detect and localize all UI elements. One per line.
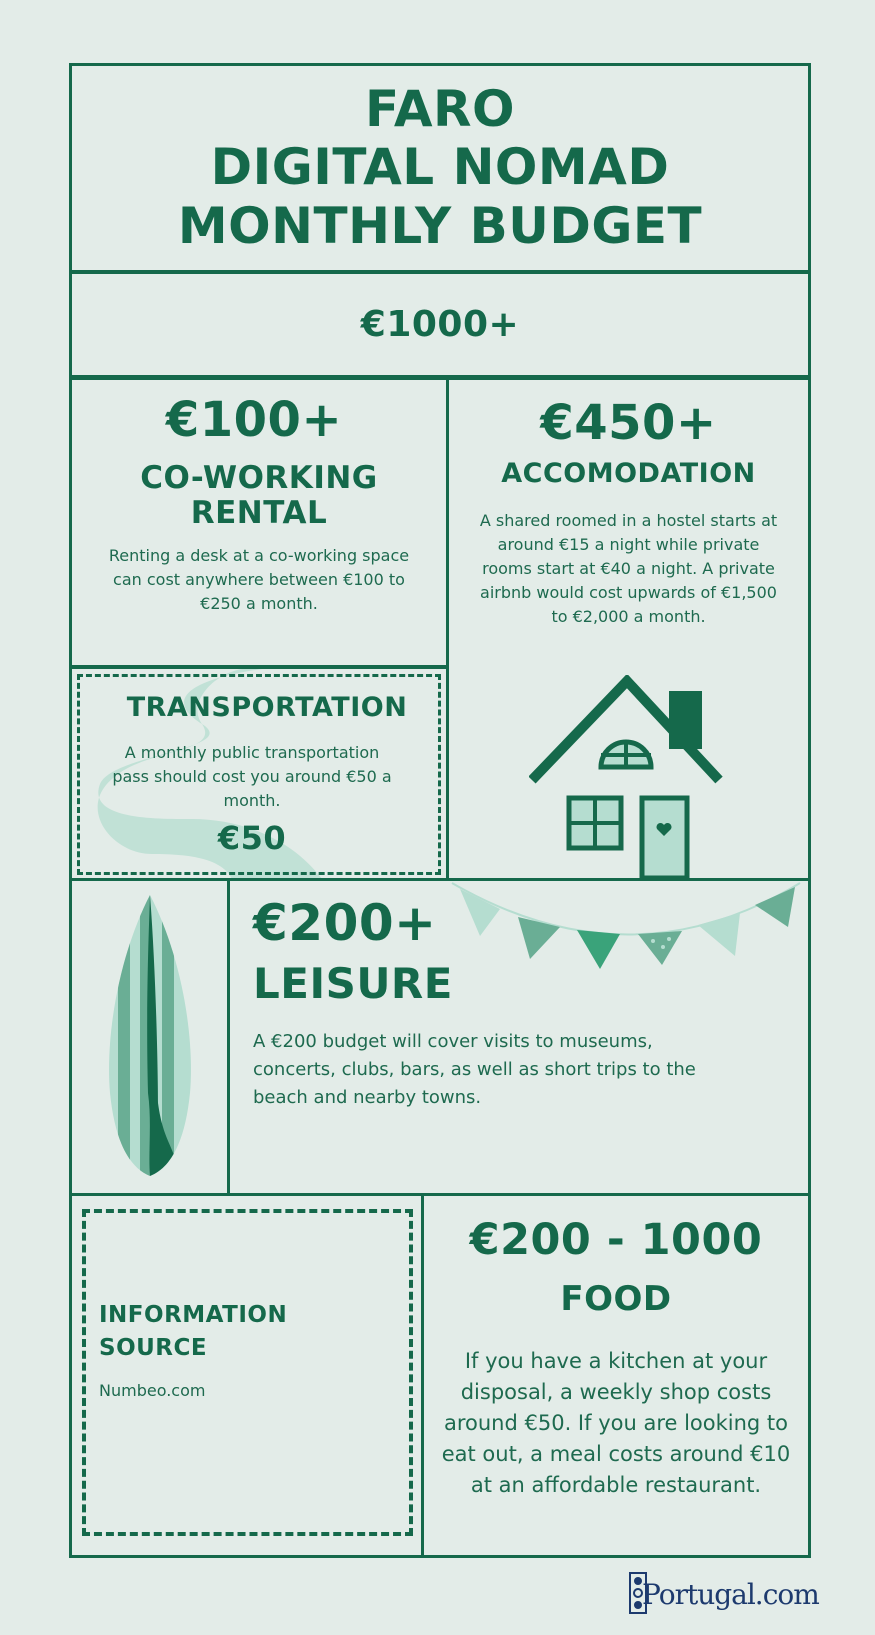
coworking-title-1: CO-WORKING — [140, 460, 378, 496]
leisure-amount: €200+ — [253, 894, 437, 952]
total-amount: €1000+ — [360, 304, 520, 345]
brand-logo[interactable] — [628, 1565, 818, 1625]
surfboard-illustration — [100, 893, 200, 1178]
accommodation-amount: €450+ — [540, 395, 717, 451]
title-line-3: MONTHLY BUDGET — [177, 197, 703, 255]
leisure-title: LEISURE — [253, 959, 453, 1008]
food-description: If you have a kitchen at your disposal, a weekly shop costs around €50. If you are looking to eat out, a meal costs around €10 at an affordable restaurant. — [441, 1349, 791, 1497]
leisure-description: A €200 budget will cover visits to museums, concerts, clubs, bars, as well as short trips to the beach and nearby towns. — [253, 1031, 696, 1108]
food-title: FOOD — [560, 1279, 672, 1319]
coworking-box — [69, 377, 449, 668]
source-title-1: INFORMATION — [99, 1302, 288, 1328]
title-line-2: DIGITAL NOMAD — [210, 138, 670, 196]
source-box — [69, 1193, 424, 1558]
coworking-title-2: RENTAL — [190, 495, 328, 531]
bunting-illustration — [450, 881, 810, 976]
title-box — [69, 63, 811, 273]
title-line-1: FARO — [364, 80, 516, 138]
total-box — [69, 271, 811, 378]
transportation-description: A monthly public transportation pass should cost you around €50 a month. — [112, 743, 392, 810]
food-box — [421, 1193, 811, 1558]
accommodation-box — [446, 377, 811, 881]
accommodation-title: ACCOMODATION — [501, 458, 756, 489]
coworking-amount: €100+ — [165, 392, 343, 448]
house-illustration — [529, 675, 729, 880]
source-value: Numbeo.com — [99, 1381, 206, 1400]
source-title-2: SOURCE — [99, 1335, 208, 1361]
transportation-title: TRANSPORTATION — [126, 692, 408, 723]
coworking-description: Renting a desk at a co-working space can cost anywhere between €100 to €250 a month. — [108, 546, 410, 613]
surfboard-box — [69, 878, 230, 1196]
leisure-box — [227, 878, 811, 1196]
transportation-box — [69, 666, 449, 881]
transportation-amount: €50 — [217, 819, 287, 857]
source-dashed-frame — [82, 1209, 413, 1536]
brand-name: Portugal.com — [642, 1578, 819, 1611]
food-amount: €200 - 1000 — [469, 1215, 763, 1265]
accommodation-description: A shared roomed in a hostel starts at around €15 a night while private rooms start at €40 a night. A private airbnb would cost upwards of €1,500 to €2,000 a month. — [479, 511, 778, 626]
